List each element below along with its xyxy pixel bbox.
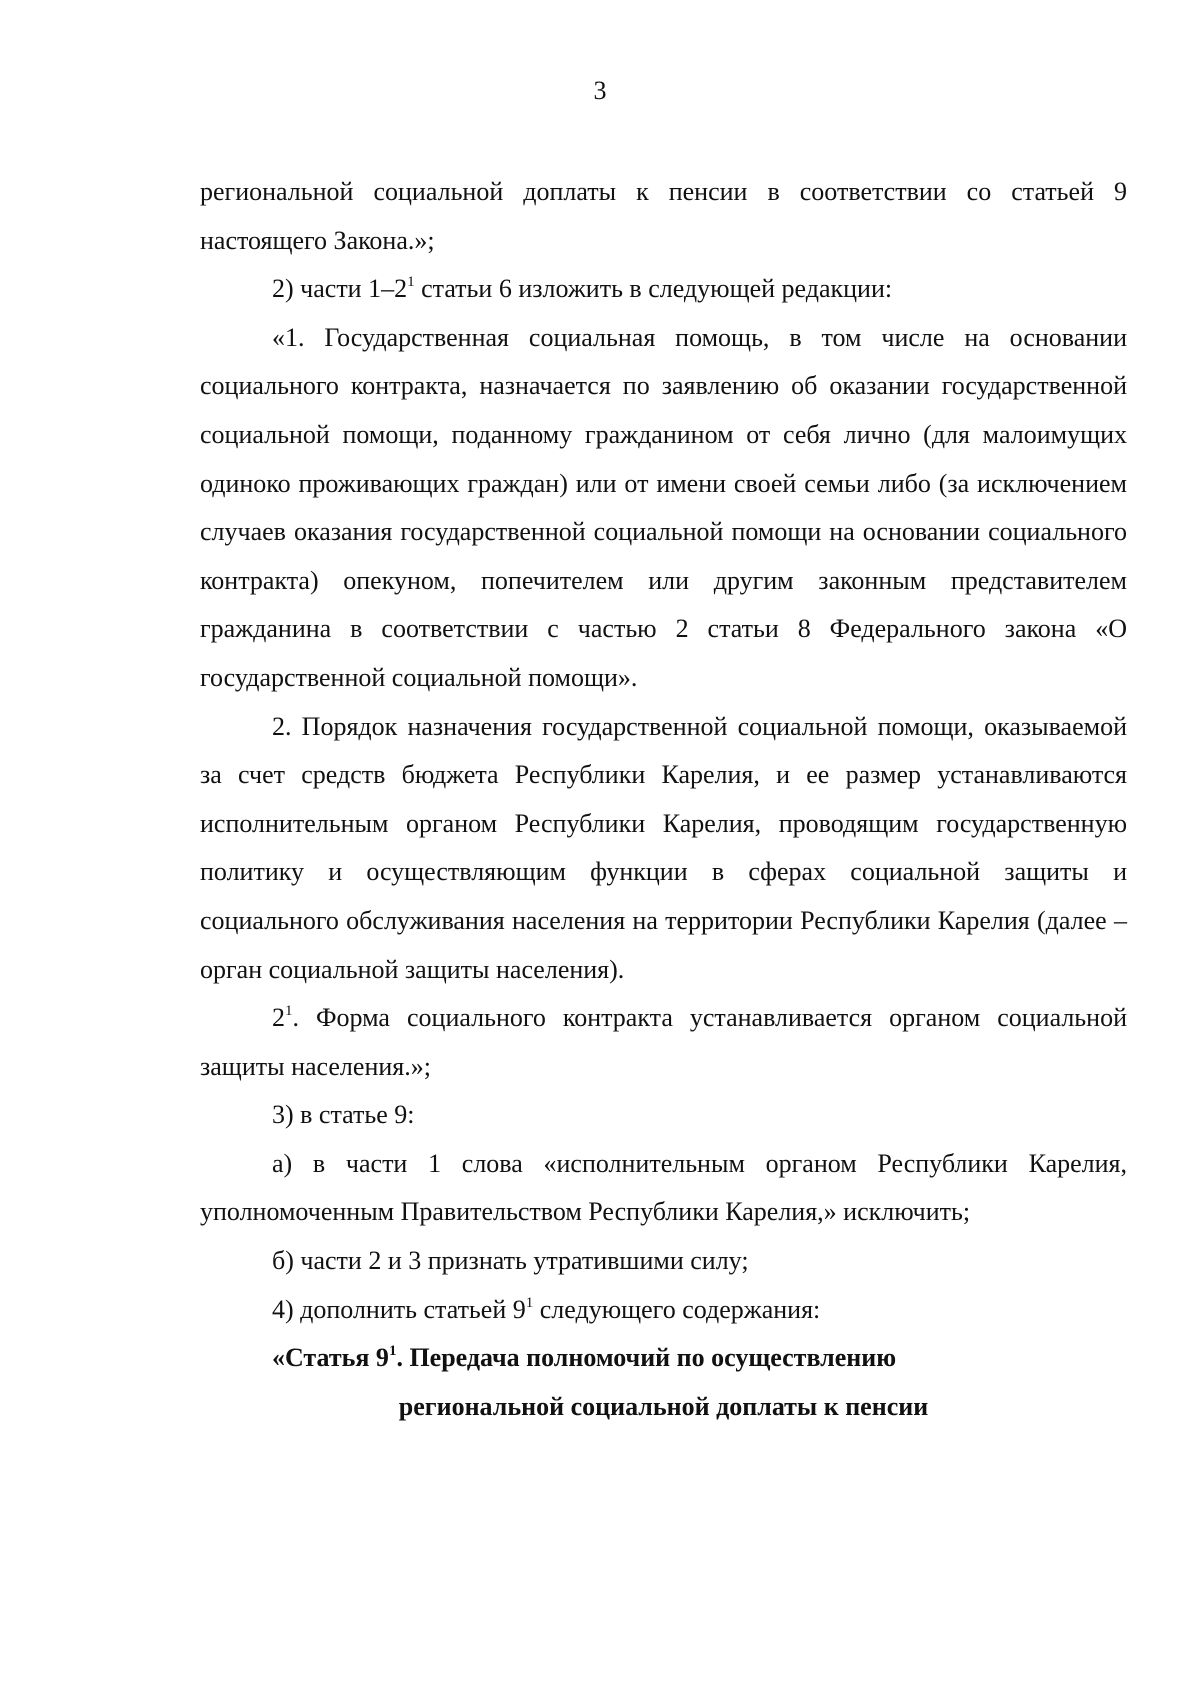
paragraph-part-2-1 xyxy=(200,994,1127,1091)
heading-text: «Статья 9 xyxy=(272,1343,389,1373)
paragraph-item-3: 3) в статье 9: xyxy=(272,1100,415,1130)
heading-text: . Передача полномочий по осуществлению xyxy=(396,1343,897,1373)
article-heading-line-2: региональной социальной доплаты к пенсии xyxy=(398,1391,929,1421)
paragraph-item-2 xyxy=(200,265,1127,314)
paragraph-text: . Форма социального контракта устанавливается органом социальной защиты населения.»; xyxy=(200,1003,1127,1081)
superscript: 1 xyxy=(525,1294,534,1311)
paragraph-text: 2 xyxy=(272,1003,285,1033)
paragraph-text: 2) части 1–2 xyxy=(272,274,408,304)
paragraph-text: следующего содержания: xyxy=(533,1294,821,1324)
document-body xyxy=(200,168,1127,1431)
paragraph-item-3b: б) части 2 и 3 признать утратившими силу; xyxy=(272,1246,749,1276)
article-heading-line-1 xyxy=(200,1334,1127,1383)
paragraph-part-2: 2. Порядок назначения государственной социальной помощи, оказываемой за счет средств бюджета Республики Карелия, и ее размер устанавливаются исполнительным органом Республики Карелия, проводящим государственную политику и осуществляющим функции в сферах социальной защиты и социального обслуживания населения на территории Республики Карелия (далее – орган социальной защиты населения). xyxy=(200,711,1127,984)
paragraph-item-4 xyxy=(200,1286,1127,1335)
paragraph-text: статьи 6 изложить в следующей редакции: xyxy=(414,274,893,304)
superscript: 1 xyxy=(388,1343,397,1360)
superscript: 1 xyxy=(285,1003,293,1020)
paragraph-item-3a: а) в части 1 слова «исполнительным органом Республики Карелия, уполномоченным Правительством Республики Карелия,» исключить; xyxy=(200,1148,1127,1227)
page-number: 3 xyxy=(593,76,607,105)
paragraph-text: 4) дополнить статьей 9 xyxy=(272,1294,526,1324)
superscript: 1 xyxy=(407,274,415,291)
paragraph-continuation: региональной социальной доплаты к пенсии в соответствии со статьей 9 настоящего Закона.»; xyxy=(200,177,1127,255)
paragraph-part-1: «1. Государственная социальная помощь, в том числе на основании социального контракта, назначается по заявлению об оказании государственной социальной помощи, поданному гражданином от себя лично (для малоимущих одиноко проживающих граждан) или от имени своей семьи либо (за исключением случаев оказания государственной социальной помощи на основании социального контракта) опекуном, попечителем или другим законным представителем гражданина в соответствии с частью 2 статьи 8 Федерального закона «О государственной социальной помощи». xyxy=(200,322,1127,692)
